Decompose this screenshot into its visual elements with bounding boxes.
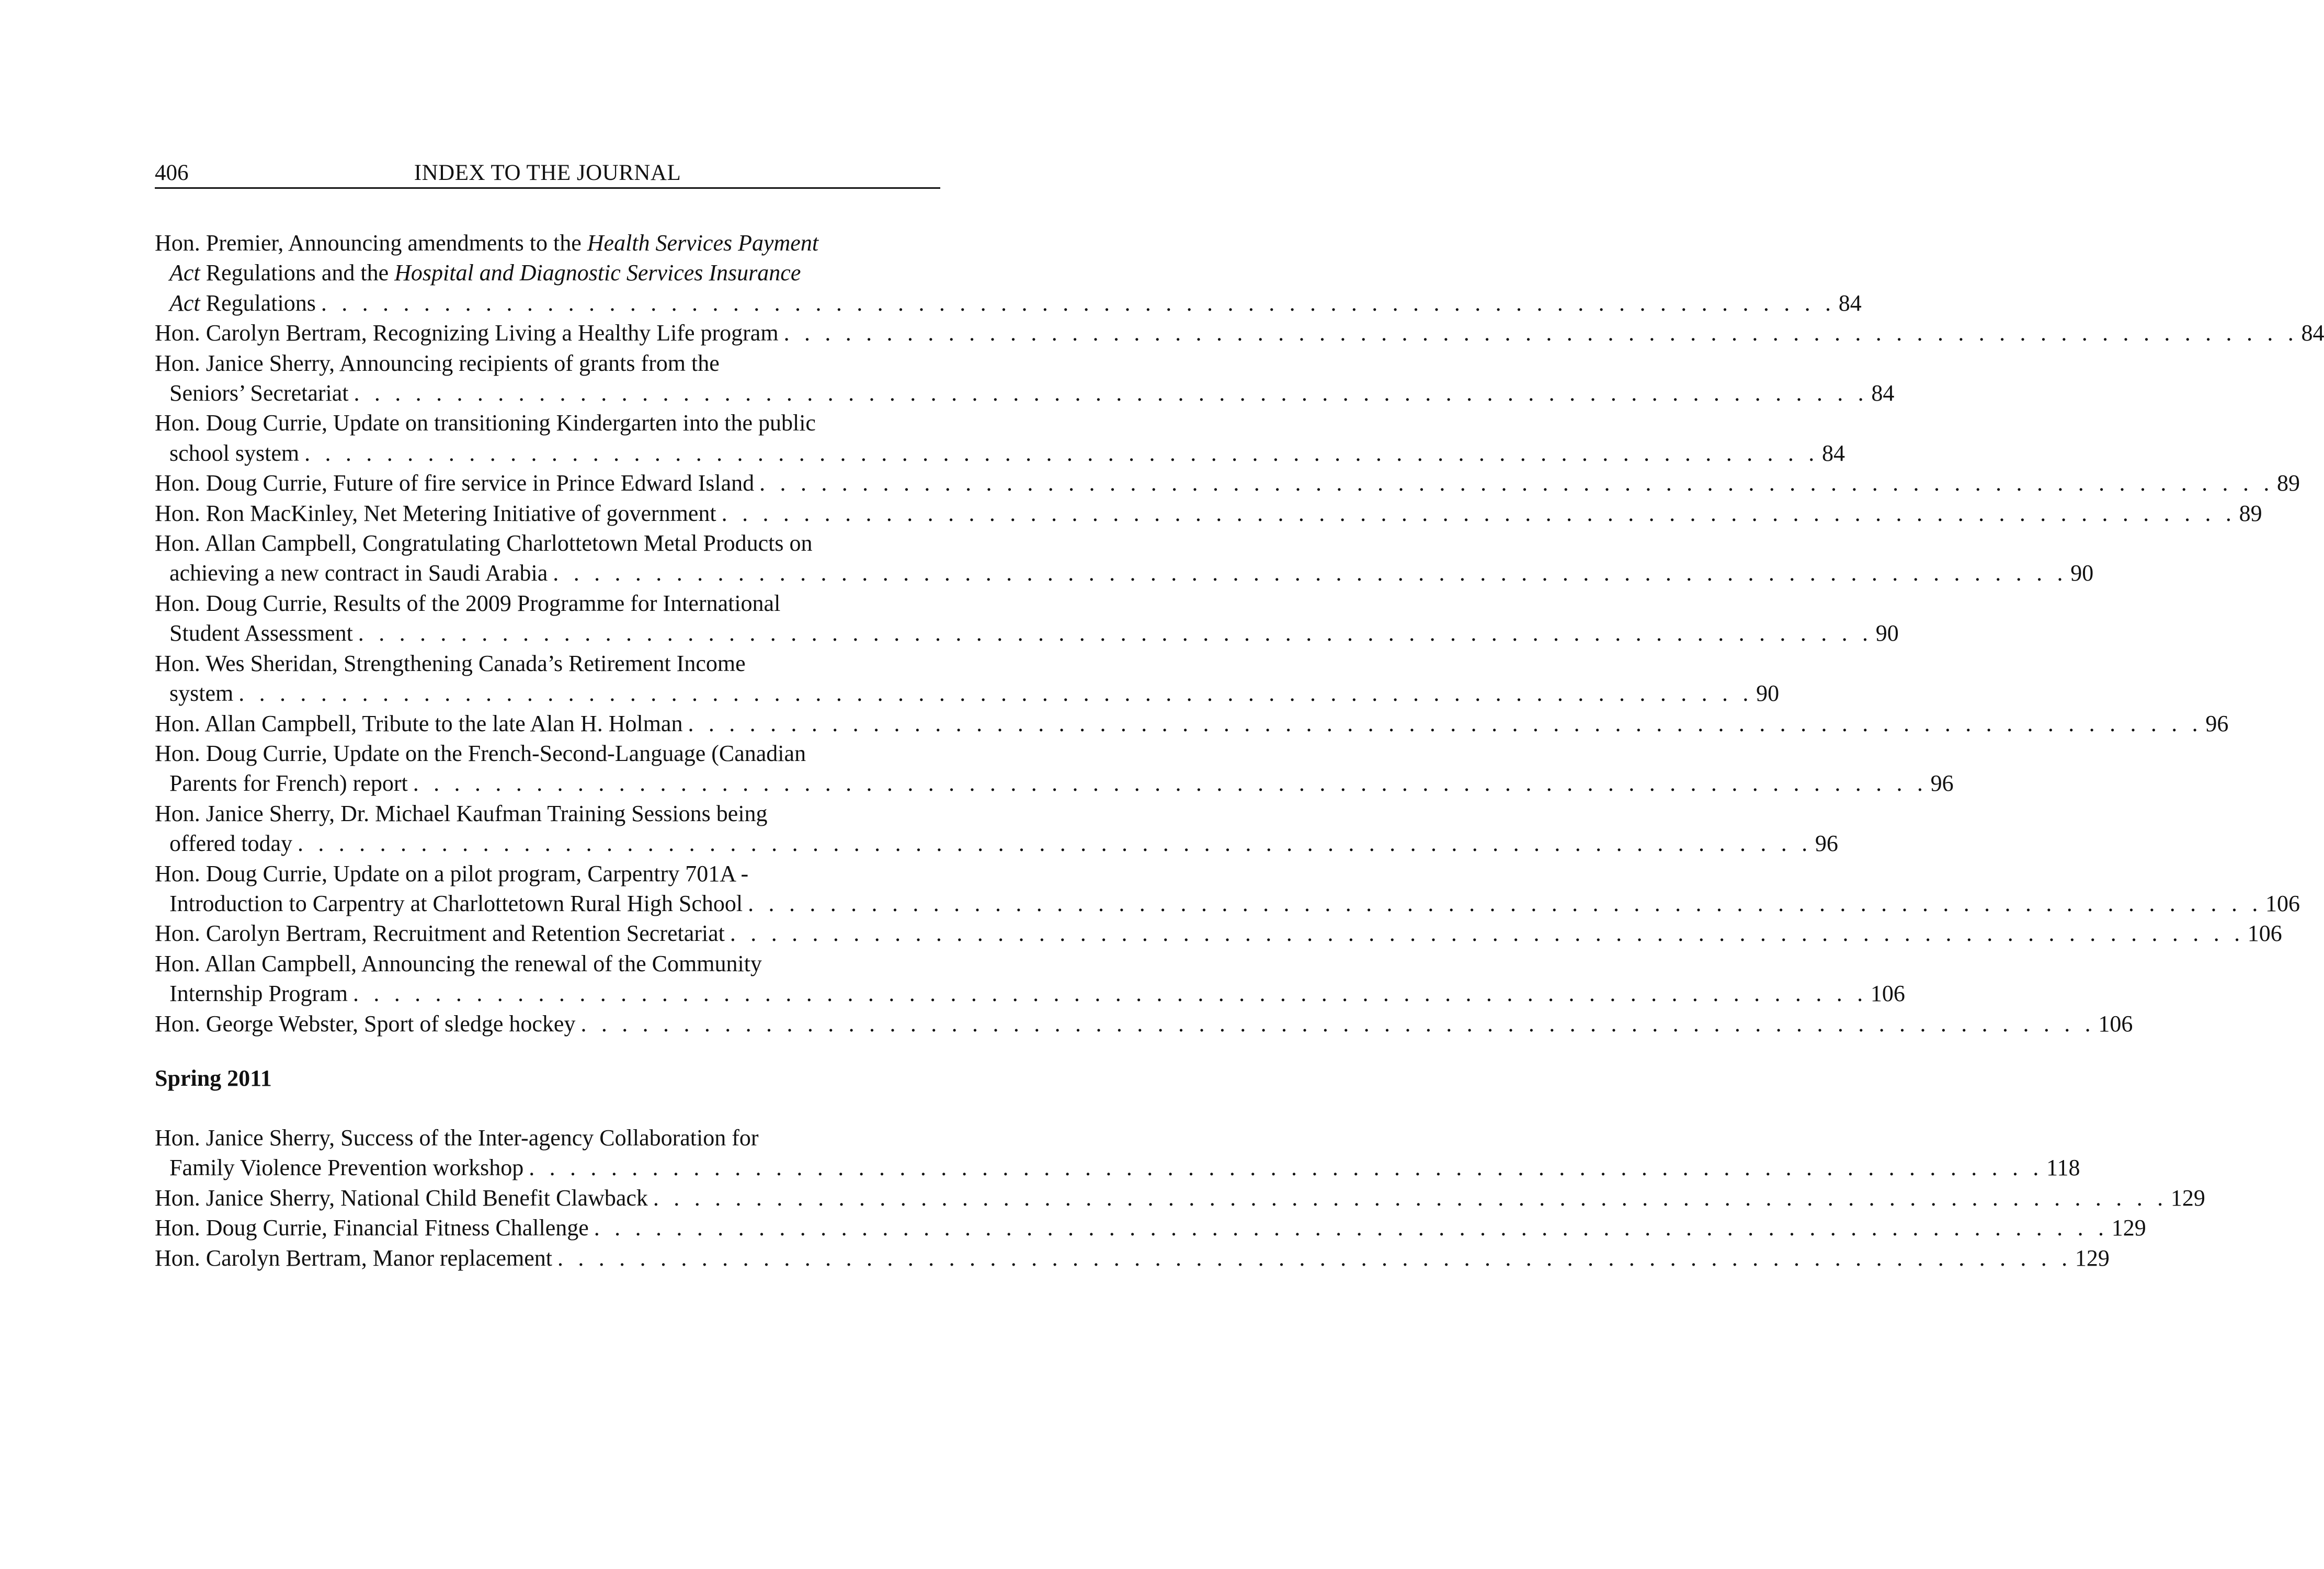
index-entry bbox=[155, 408, 1845, 468]
entry-text: Hon. Allan Campbell, Congratulating Charlottetown Metal Products on bbox=[155, 530, 813, 556]
entry-text: Hon. Carolyn Bertram, Manor replacement bbox=[155, 1245, 552, 1271]
dot-leader: . . . . . . . . . . . . . . . . . . . . . . . . . . . . . . . . . . . . . . . . . . . . . . . . . . . . . . . . . . . . . . . . . . . . . . . . . . bbox=[759, 470, 2274, 496]
entry-line bbox=[155, 889, 2300, 918]
index-entry bbox=[155, 799, 1838, 859]
page-ref: 90 bbox=[2070, 560, 2094, 586]
dot-leader: . . . . . . . . . . . . . . . . . . . . . . . . . . . . . . . . . . . . . . . . . . . . . . . . . . . . . . . . . . . . . . . . . . . . . . . . . . bbox=[748, 890, 2263, 916]
entry-text: Seniors’ Secretariat bbox=[169, 380, 349, 406]
page-ref: 84 bbox=[1838, 290, 1862, 316]
entry-line bbox=[155, 588, 940, 618]
index-entry bbox=[155, 318, 2324, 348]
dot-leader: . . . . . . . . . . . . . . . . . . . . . . . . . . . . . . . . . . . . . . . . . . . . . . . . . . . . . . . . . . . . . . . . . . . . . . . . . . bbox=[354, 380, 1869, 406]
dot-leader: . . . . . . . . . . . . . . . . . . . . . . . . . . . . . . . . . . . . . . . . . . . . . . . . . . . . . . . . . . . . . . . . . . . . . . . . . . bbox=[594, 1215, 2109, 1241]
section-heading: Spring 2011 bbox=[155, 1065, 272, 1091]
index-entry bbox=[155, 528, 2094, 588]
dot-leader: . . . . . . . . . . . . . . . . . . . . . . . . . . . . . . . . . . . . . . . . . . . . . . . . . . . . . . . . . . . . . . . . . . . . . . . . . . bbox=[297, 831, 1812, 857]
page-ref: 96 bbox=[1815, 831, 1838, 857]
entry-text: Hon. Doug Currie, Financial Fitness Challenge bbox=[155, 1215, 589, 1241]
entry-text: Hon. Janice Sherry, National Child Benefit Clawback bbox=[155, 1185, 648, 1211]
index-entry bbox=[155, 859, 2300, 919]
entry-text: Hon. Janice Sherry, Announcing recipients of grants from the bbox=[155, 350, 720, 376]
entry-line bbox=[155, 258, 940, 288]
entry-line bbox=[155, 348, 940, 378]
index-entry bbox=[155, 649, 1780, 709]
entry-text: achieving a new contract in Saudi Arabia bbox=[169, 560, 548, 586]
page-ref: 96 bbox=[1930, 770, 1954, 797]
entry-text-italic: Health Services Payment bbox=[587, 230, 819, 256]
entry-text-italic: Act bbox=[169, 290, 200, 316]
entry-text: Hon. Doug Currie, Future of fire service in Prince Edward Island bbox=[155, 470, 755, 496]
index-entry bbox=[155, 468, 2300, 498]
entry-text: Hon. Doug Currie, Results of the 2009 Programme for International bbox=[155, 590, 781, 616]
entry-text: Parents for French) report bbox=[169, 770, 408, 797]
index-entry bbox=[155, 1183, 2205, 1213]
entry-line bbox=[155, 859, 940, 889]
page-ref: 96 bbox=[2205, 710, 2229, 736]
entry-text-italic: Hospital and Diagnostic Services Insurance bbox=[394, 260, 801, 286]
entry-text: Internship Program bbox=[169, 981, 348, 1007]
entry-text: Hon. Doug Currie, Update on a pilot program, Carpentry 701A - bbox=[155, 860, 749, 886]
entry-text: Family Violence Prevention workshop bbox=[169, 1155, 524, 1181]
dot-leader: . . . . . . . . . . . . . . . . . . . . . . . . . . . . . . . . . . . . . . . . . . . . . . . . . . . . . . . . . . . . . . . . . . . . . . . . . . bbox=[730, 920, 2245, 947]
index-body bbox=[155, 228, 2324, 1273]
entry-line bbox=[155, 1123, 940, 1153]
page-ref: 106 bbox=[2247, 920, 2282, 947]
dot-leader: . . . . . . . . . . . . . . . . . . . . . . . . . . . . . . . . . . . . . . . . . . . . . . . . . . . . . . . . . . . . . . . . . . . . . . . . . . bbox=[580, 1010, 2095, 1037]
page-ref: 106 bbox=[2098, 1010, 2133, 1037]
index-entry bbox=[155, 228, 1862, 318]
dot-leader: . . . . . . . . . . . . . . . . . . . . . . . . . . . . . . . . . . . . . . . . . . . . . . . . . . . . . . . . . . . . . . . . . . . . . . . . . . bbox=[553, 560, 2068, 586]
entry-line bbox=[155, 408, 940, 438]
index-entry bbox=[155, 949, 1905, 1009]
index-entry bbox=[155, 588, 1899, 649]
entry-text-italic: Act bbox=[169, 260, 200, 286]
dot-leader: . . . . . . . . . . . . . . . . . . . . . . . . . . . . . . . . . . . . . . . . . . . . . . . . . . . . . . . . . . . . . . . . . . . . . . . . . . bbox=[352, 981, 1867, 1007]
dot-leader: . . . . . . . . . . . . . . . . . . . . . . . . . . . . . . . . . . . . . . . . . . . . . . . . . . . . . . . . . . . . . . . . . . . . . . . . . . bbox=[321, 290, 1836, 316]
page-ref: 129 bbox=[2170, 1185, 2205, 1211]
entry-text: offered today bbox=[169, 831, 292, 857]
page-ref: 106 bbox=[1870, 981, 1905, 1007]
entry-line bbox=[155, 678, 1780, 708]
entry-line bbox=[155, 558, 2094, 588]
dot-leader: . . . . . . . . . . . . . . . . . . . . . . . . . . . . . . . . . . . . . . . . . . . . . . . . . . . . . . . . . . . . . . . . . . . . . . . . . . bbox=[358, 620, 1873, 646]
entry-text: Hon. Janice Sherry, Success of the Inter-agency Collaboration for bbox=[155, 1124, 759, 1151]
entry-line bbox=[155, 768, 1954, 798]
entry-line bbox=[155, 979, 1905, 1008]
entry-line bbox=[155, 438, 1845, 468]
page-ref: 129 bbox=[2111, 1215, 2146, 1241]
entry-line bbox=[155, 618, 1899, 648]
dot-leader: . . . . . . . . . . . . . . . . . . . . . . . . . . . . . . . . . . . . . . . . . . . . . . . . . . . . . . . . . . . . . . . . . . . . . . . . . . bbox=[721, 500, 2236, 526]
dot-leader: . . . . . . . . . . . . . . . . . . . . . . . . . . . . . . . . . . . . . . . . . . . . . . . . . . . . . . . . . . . . . . . . . . . . . . . . . . bbox=[304, 440, 1819, 466]
page-ref: 89 bbox=[2277, 470, 2300, 496]
entry-text: Hon. Allan Campbell, Tribute to the late Alan H. Holman bbox=[155, 710, 683, 736]
entry-text: Hon. Doug Currie, Update on the French-Second-Language (Canadian bbox=[155, 740, 806, 766]
index-entry bbox=[155, 1213, 2146, 1243]
dot-leader: . . . . . . . . . . . . . . . . . . . . . . . . . . . . . . . . . . . . . . . . . . . . . . . . . . . . . . . . . . . . . . . . . . . . . . . . . . bbox=[783, 320, 2298, 346]
page-ref: 106 bbox=[2265, 890, 2300, 916]
entry-text: Hon. Doug Currie, Update on transitioning Kindergarten into the public bbox=[155, 410, 816, 436]
page-ref: 89 bbox=[2239, 500, 2262, 526]
page-ref: 90 bbox=[1875, 620, 1899, 646]
entry-text: Hon. Allan Campbell, Announcing the renewal of the Community bbox=[155, 950, 762, 976]
entry-text: Hon. Ron MacKinley, Net Metering Initiative of government bbox=[155, 500, 716, 526]
index-entry bbox=[155, 1009, 2133, 1039]
entry-text: Hon. Janice Sherry, Dr. Michael Kaufman Training Sessions being bbox=[155, 800, 768, 826]
page-ref: 84 bbox=[1871, 380, 1895, 406]
page-ref: 84 bbox=[1822, 440, 1845, 466]
page-ref: 118 bbox=[2046, 1155, 2080, 1181]
entry-text: Hon. Carolyn Bertram, Recognizing Living a Healthy Life program bbox=[155, 320, 779, 346]
entry-line bbox=[155, 949, 940, 979]
index-entry bbox=[155, 1243, 2110, 1273]
entry-text: school system bbox=[169, 440, 300, 466]
entry-line bbox=[155, 799, 940, 828]
entry-text: system bbox=[169, 680, 234, 707]
page-ref: 90 bbox=[1756, 680, 1780, 707]
entry-text: Introduction to Carpentry at Charlottetown Rural High School bbox=[169, 890, 743, 916]
index-entry bbox=[155, 348, 1895, 408]
index-entry bbox=[155, 1123, 2080, 1183]
entry-line bbox=[155, 378, 1895, 408]
entry-text: Hon. Carolyn Bertram, Recruitment and Retention Secretariat bbox=[155, 920, 725, 947]
entry-line bbox=[155, 738, 940, 768]
page-ref: 84 bbox=[2301, 320, 2324, 346]
dot-leader: . . . . . . . . . . . . . . . . . . . . . . . . . . . . . . . . . . . . . . . . . . . . . . . . . . . . . . . . . . . . . . . . . . . . . . . . . . bbox=[413, 770, 1928, 797]
entry-line bbox=[155, 288, 1862, 318]
entry-text: Regulations bbox=[200, 290, 316, 316]
dot-leader: . . . . . . . . . . . . . . . . . . . . . . . . . . . . . . . . . . . . . . . . . . . . . . . . . . . . . . . . . . . . . . . . . . . . . . . . . . bbox=[688, 710, 2203, 736]
dot-leader: . . . . . . . . . . . . . . . . . . . . . . . . . . . . . . . . . . . . . . . . . . . . . . . . . . . . . . . . . . . . . . . . . . . . . . . . . . bbox=[653, 1185, 2168, 1211]
entry-line bbox=[155, 828, 1838, 858]
entry-line bbox=[155, 1153, 2080, 1183]
dot-leader: . . . . . . . . . . . . . . . . . . . . . . . . . . . . . . . . . . . . . . . . . . . . . . . . . . . . . . . . . . . . . . . . . . . . . . . . . . bbox=[529, 1155, 2044, 1181]
entry-text: Hon. Wes Sheridan, Strengthening Canada’s Retirement Income bbox=[155, 650, 746, 676]
index-entry bbox=[155, 709, 2229, 738]
page-header bbox=[155, 157, 940, 189]
page-ref: 129 bbox=[2075, 1245, 2110, 1271]
entry-line bbox=[155, 649, 940, 678]
index-entry bbox=[155, 498, 2262, 528]
entry-text: Student Assessment bbox=[169, 620, 353, 646]
page-number: 406 bbox=[155, 161, 189, 185]
entry-text: Regulations and the bbox=[200, 260, 395, 286]
dot-leader: . . . . . . . . . . . . . . . . . . . . . . . . . . . . . . . . . . . . . . . . . . . . . . . . . . . . . . . . . . . . . . . . . . . . . . . . . . bbox=[238, 680, 1753, 707]
index-entry bbox=[155, 738, 1954, 799]
index-entry bbox=[155, 918, 2282, 948]
dot-leader: . . . . . . . . . . . . . . . . . . . . . . . . . . . . . . . . . . . . . . . . . . . . . . . . . . . . . . . . . . . . . . . . . . . . . . . . . . bbox=[557, 1245, 2072, 1271]
running-title: INDEX TO THE JOURNAL bbox=[414, 161, 681, 185]
entry-line bbox=[155, 228, 940, 258]
entry-text: Hon. Premier, Announcing amendments to the bbox=[155, 230, 587, 256]
entry-text: Hon. George Webster, Sport of sledge hockey bbox=[155, 1010, 576, 1037]
entry-line bbox=[155, 528, 940, 558]
